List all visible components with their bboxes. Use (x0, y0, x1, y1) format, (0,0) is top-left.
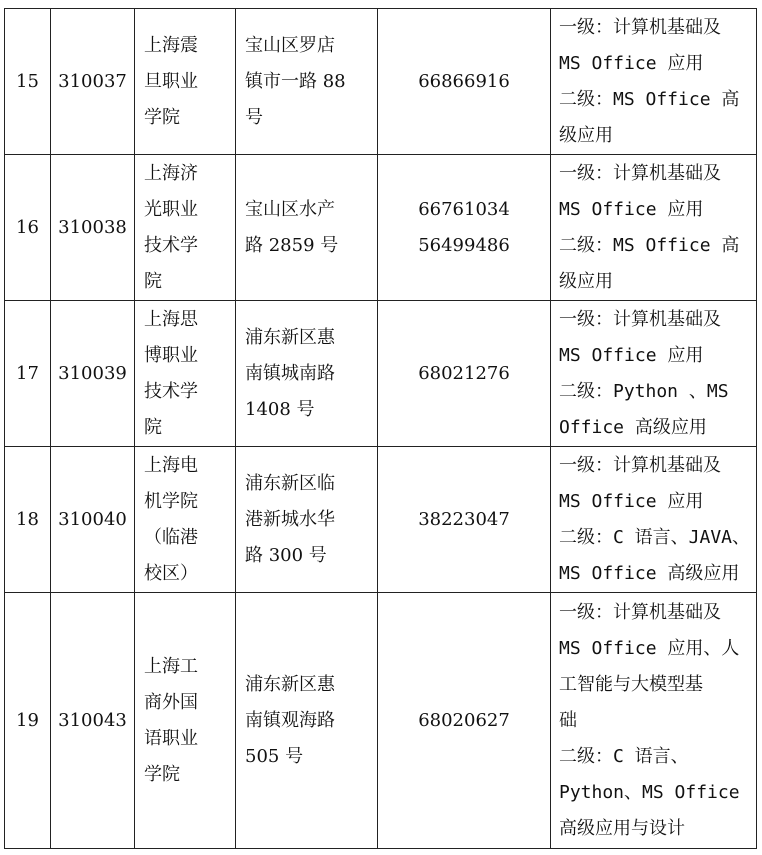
site-address-line: 浦东新区临 (245, 472, 335, 494)
site-address (236, 155, 378, 301)
row-number: 16 (5, 155, 51, 301)
exam-subjects-line: 一级：计算机基础及 (559, 162, 721, 184)
site-phone-line: 66866916 (418, 70, 510, 92)
site-name-line: 技术学 (144, 234, 198, 256)
table-row (5, 593, 757, 849)
site-code: 310039 (51, 301, 135, 447)
row-number: 17 (5, 301, 51, 447)
site-name-line: 语职业 (144, 727, 198, 749)
exam-subjects-line: 级应用 (559, 124, 613, 146)
table-row (5, 301, 757, 447)
test-site-table (4, 8, 757, 849)
table-row (5, 155, 757, 301)
exam-subjects-line: 二级：C 语言、JAVA、 (559, 526, 751, 548)
site-code: 310043 (51, 593, 135, 849)
exam-subjects-line: MS Office 应用、人 (559, 637, 740, 659)
site-address-line: 浦东新区惠 (245, 673, 335, 695)
exam-subjects-line: MS Office 高级应用 (559, 562, 740, 584)
site-address-line: 路 2859 号 (245, 234, 339, 256)
exam-subjects-line: MS Office 应用 (559, 344, 704, 366)
site-phone-line: 66761034 (418, 198, 510, 220)
exam-subjects-line: 二级：MS Office 高 (559, 234, 740, 256)
site-address-line: 号 (245, 106, 263, 128)
site-name-line: 学院 (144, 106, 180, 128)
site-name-line: 院 (144, 416, 162, 438)
site-name-line: 院 (144, 270, 162, 292)
site-name-line: 商外国 (144, 691, 198, 713)
site-name-line: （临港 (144, 526, 198, 548)
site-phone (378, 447, 551, 593)
site-address-line: 宝山区水产 (245, 198, 335, 220)
exam-subjects (551, 155, 757, 301)
site-address-line: 南镇观海路 (245, 709, 335, 731)
exam-subjects-line: 一级：计算机基础及 (559, 16, 721, 38)
site-name (135, 593, 236, 849)
site-address-line: 浦东新区惠 (245, 326, 335, 348)
site-name-line: 机学院 (144, 490, 198, 512)
site-name (135, 9, 236, 155)
site-name (135, 155, 236, 301)
exam-subjects-line: Python、MS Office (559, 781, 740, 803)
site-code: 310037 (51, 9, 135, 155)
site-name-line: 旦职业 (144, 70, 198, 92)
site-phone-line: 56499486 (418, 234, 510, 256)
row-number: 18 (5, 447, 51, 593)
site-name-line: 上海电 (144, 454, 198, 476)
site-name-line: 上海工 (144, 655, 198, 677)
exam-subjects (551, 593, 757, 849)
site-address-line: 港新城水华 (245, 508, 335, 530)
site-name-line: 光职业 (144, 198, 198, 220)
site-address-line: 505 号 (245, 745, 304, 767)
site-phone (378, 301, 551, 447)
site-address-line: 1408 号 (245, 398, 315, 420)
exam-subjects (551, 9, 757, 155)
site-name-line: 学院 (144, 763, 180, 785)
site-address (236, 447, 378, 593)
exam-subjects-line: 二级：Python 、MS (559, 380, 729, 402)
site-phone-line: 68021276 (418, 362, 510, 384)
exam-subjects (551, 447, 757, 593)
site-name-line: 校区） (144, 562, 198, 584)
site-phone (378, 593, 551, 849)
exam-subjects-line: MS Office 应用 (559, 490, 704, 512)
exam-subjects (551, 301, 757, 447)
row-number: 19 (5, 593, 51, 849)
exam-subjects-line: 础 (559, 709, 577, 731)
site-name-line: 上海思 (144, 308, 198, 330)
exam-subjects-line: Office 高级应用 (559, 416, 707, 438)
site-name (135, 447, 236, 593)
exam-subjects-line: 工智能与大模型基 (559, 673, 703, 695)
exam-subjects-line: 二级：MS Office 高 (559, 88, 740, 110)
site-address-line: 镇市一路 88 (245, 70, 346, 92)
row-number: 15 (5, 9, 51, 155)
site-phone (378, 155, 551, 301)
site-address-line: 南镇城南路 (245, 362, 335, 384)
site-name-line: 上海济 (144, 162, 198, 184)
site-address (236, 9, 378, 155)
site-phone-line: 38223047 (418, 508, 510, 530)
exam-subjects-line: MS Office 应用 (559, 198, 704, 220)
exam-subjects-line: 一级：计算机基础及 (559, 454, 721, 476)
table-row (5, 9, 757, 155)
site-phone (378, 9, 551, 155)
site-name-line: 上海震 (144, 34, 198, 56)
exam-subjects-line: 级应用 (559, 270, 613, 292)
site-address-line: 宝山区罗店 (245, 34, 335, 56)
site-code: 310040 (51, 447, 135, 593)
table-row (5, 447, 757, 593)
site-address-line: 路 300 号 (245, 544, 327, 566)
exam-subjects-line: 一级：计算机基础及 (559, 601, 721, 623)
exam-subjects-line: 高级应用与设计 (559, 817, 685, 839)
exam-subjects-line: 二级：C 语言、 (559, 745, 689, 767)
site-address (236, 301, 378, 447)
site-name-line: 技术学 (144, 380, 198, 402)
site-address (236, 593, 378, 849)
site-name (135, 301, 236, 447)
site-phone-line: 68020627 (418, 709, 510, 731)
exam-subjects-line: 一级：计算机基础及 (559, 308, 721, 330)
exam-subjects-line: MS Office 应用 (559, 52, 704, 74)
site-name-line: 博职业 (144, 344, 198, 366)
site-code: 310038 (51, 155, 135, 301)
